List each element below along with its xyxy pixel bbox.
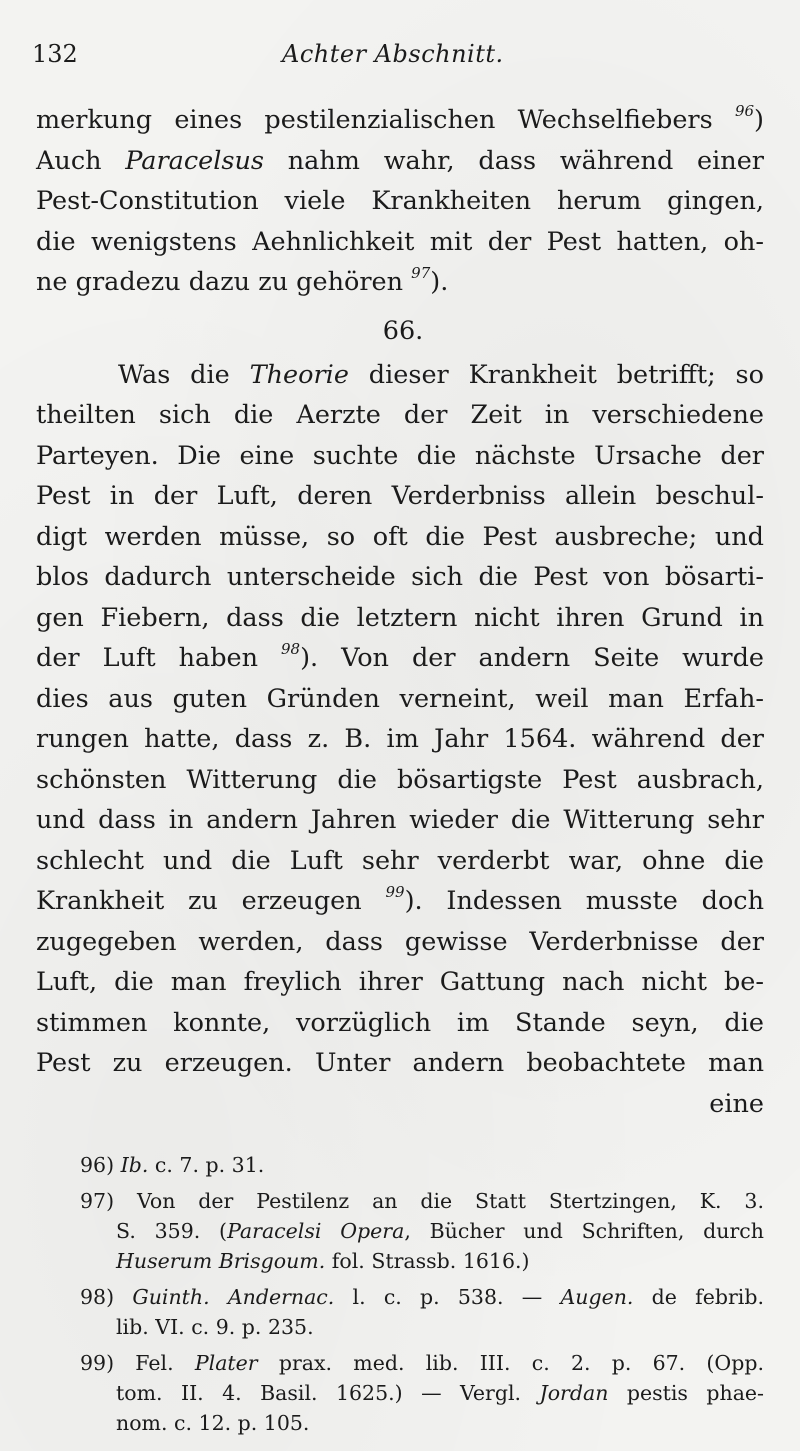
text-line: Auch Paracelsus nahm wahr, dass während einer [36,145,764,176]
text-line: zugegeben werden, dass gewisse Verderbnisse der [36,926,764,957]
text-line: Krankheit zu erzeugen $^{99}$). Indessen musste doch [36,883,765,916]
footnote-line: lib. VI. c. 9. p. 235. [116,1315,314,1339]
footnote-99 [80,1348,764,1438]
page-number: 132 [32,40,78,68]
footnote-ref: 96 [734,102,755,120]
text-line: Pest in der Luft, deren Verderbniss allein beschul- [36,481,764,511]
footnote-97 [80,1186,764,1276]
text-line: Parteyen. Die eine suchte die nächste Ursache der [36,440,764,471]
text-line: Was die Theorie dieser Krankheit betrifft; so [118,359,764,390]
text-line: Pest-Constitution viele Krankheiten herum gingen, [36,186,764,216]
text-line: dies aus guten Gründen verneint, weil man Erfah- [36,683,764,714]
footnote-line: 98) Guinth. Andernac. l. c. p. 538. — Augen. de febrib. [80,1285,764,1309]
footnote-ref: 99 [385,883,405,901]
footnote-line: S. 359. (Paracelsi Opera, Bücher und Schriften, durch [116,1219,764,1243]
footnote-line: nom. c. 12. p. 105. [116,1411,310,1435]
text-line: merkung eines pestilenzialischen Wechselfiebers $^{96}$) [36,102,764,135]
text-line: ne gradezu dazu zu gehören $^{97}$). [36,264,449,297]
text-line: gen Fiebern, dass die letztern nicht ihren Grund in [36,602,764,633]
page-header [32,40,772,80]
text-line: digt werden müsse, so oft die Pest ausbreche; und [36,521,764,552]
catchword: eine [709,1088,764,1119]
footnote-line: 97) Von der Pestilenz an die Statt Stertzingen, K. 3. [80,1189,764,1213]
footnote-96 [80,1150,764,1180]
text-line: der Luft haben $^{98}$). Von der andern Seite wurde [36,640,764,673]
italic-term: Theorie [249,359,349,390]
footnote-line: 99) Fel. Plater prax. med. lib. III. c. 2. p. 67. (Opp. [80,1351,764,1375]
text-line: rungen hatte, dass z. B. im Jahr 1564. während der [36,724,764,754]
text-line: schlecht und die Luft sehr verderbt war, ohne die [36,845,764,876]
footnote-line: Huserum Brisgoum. fol. Strassb. 1616.) [116,1249,530,1273]
footnote-98 [80,1282,764,1342]
text-line: theilten sich die Aerzte der Zeit in verschiedene [36,400,764,430]
footnote-ref: 97 [411,264,431,282]
text-line: und dass in andern Jahren wieder die Witterung sehr [36,805,764,835]
section-number: 66. [382,315,424,346]
text-line: Pest zu erzeugen. Unter andern beobachtete man [36,1048,764,1078]
text-line: stimmen konnte, vorzüglich im Stande seyn, die [36,1007,764,1038]
italic-name: Paracelsus [125,145,265,176]
footnote-line: 96) Ib. c. 7. p. 31. [80,1153,265,1177]
running-head: Achter Abschnitt. [282,40,504,68]
main-text [36,100,764,1124]
text-line: Luft, die man freylich ihrer Gattung nach nicht be- [36,967,764,997]
text-line: schönsten Witterung die bösartigste Pest ausbrach, [36,764,764,795]
footnote-ref: 98 [281,640,301,658]
footnotes [80,1150,764,1438]
footnote-line: tom. II. 4. Basil. 1625.) — Vergl. Jordan pestis phae- [116,1381,764,1405]
text-line: die wenigstens Aehnlichkeit mit der Pest hatten, oh- [36,226,764,257]
text-line: blos dadurch unterscheide sich die Pest von bösarti- [36,562,764,592]
